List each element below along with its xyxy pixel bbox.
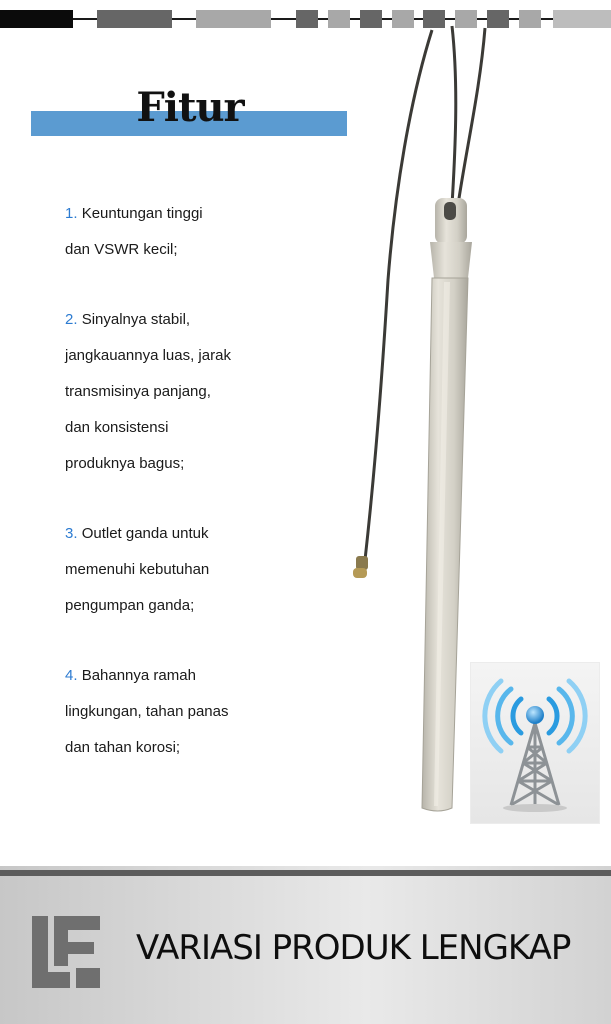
feature-text: lingkungan, tahan panas: [65, 703, 229, 720]
feature-number: 2.: [65, 311, 78, 328]
feature-text: memenuhi kebutuhan: [65, 561, 210, 578]
feature-text: Keuntungan tinggi: [81, 205, 203, 222]
feature-text: jangkauannya luas, jarak: [65, 347, 231, 364]
feature-text: Bahannya ramah: [81, 667, 196, 684]
feature-text: produknya bagus;: [65, 455, 185, 472]
feature-spacer: [65, 486, 365, 520]
deco-bar: [519, 10, 541, 28]
deco-bar: [196, 10, 271, 28]
top-decoration: [0, 0, 611, 40]
banner-text: VARIASI PRODUK LENGKAP: [136, 928, 571, 968]
deco-bar: [97, 10, 172, 28]
feature-line: [65, 734, 365, 770]
feature-item: [65, 662, 365, 770]
feature-line: [65, 450, 365, 486]
feature-line: [65, 592, 365, 628]
feature-line: [65, 698, 365, 734]
page-title: Fitur: [136, 84, 244, 131]
signal-tower-icon: [471, 663, 599, 823]
deco-bar: [553, 10, 611, 28]
feature-line: [65, 378, 365, 414]
deco-bar: [296, 10, 318, 28]
feature-line: [65, 342, 365, 378]
feature-item: [65, 200, 365, 272]
brand-logo-icon: [32, 916, 100, 988]
feature-item: [65, 520, 365, 628]
banner-divider: [0, 870, 611, 876]
feature-line: [65, 414, 365, 450]
feature-line: [65, 200, 365, 236]
feature-text: Sinyalnya stabil,: [81, 311, 191, 328]
feature-line: [65, 236, 365, 272]
deco-bar: [0, 10, 73, 28]
feature-spacer: [65, 628, 365, 662]
feature-number: 1.: [65, 205, 78, 222]
feature-number: 3.: [65, 525, 78, 542]
feature-item: [65, 306, 365, 486]
feature-number: 4.: [65, 667, 78, 684]
feature-text: pengumpan ganda;: [65, 597, 195, 614]
feature-text: transmisinya panjang,: [65, 383, 211, 400]
feature-list: [65, 200, 365, 770]
feature-text: dan konsistensi: [65, 419, 169, 436]
feature-spacer: [65, 272, 365, 306]
signal-card: [470, 662, 600, 824]
feature-line: [65, 556, 365, 592]
feature-text: Outlet ganda untuk: [81, 525, 209, 542]
feature-text: dan tahan korosi;: [65, 739, 181, 756]
feature-line: [65, 662, 365, 698]
feature-text: dan VSWR kecil;: [65, 241, 178, 258]
feature-line: [65, 306, 365, 342]
feature-line: [65, 520, 365, 556]
